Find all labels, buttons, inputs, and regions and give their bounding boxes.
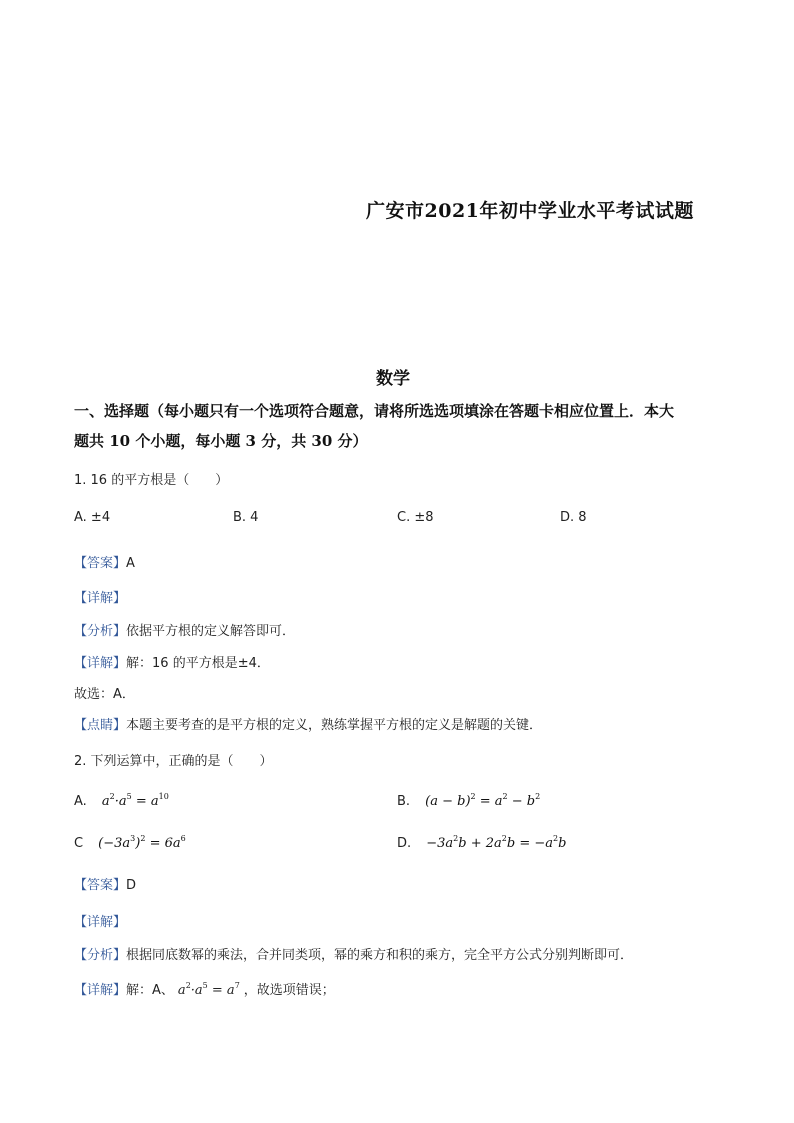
section-heading-line1: 一、选择题（每小题只有一个选项符合题意，请将所选选项填涂在答题卡相应位置上．本大 xyxy=(74,402,675,420)
q1-option-c: C. ±8 xyxy=(397,510,434,525)
q1-comment: 【点睛】本题主要考查的是平方根的定义，熟练掌握平方根的定义是解题的关键． xyxy=(74,718,543,733)
q2-option-a: A. $a^2\cdot a^5 = a^{10}$ xyxy=(74,792,169,809)
q2-option-c: C $(-3a^3)^2 = 6a^6$ xyxy=(74,834,186,851)
exam-title: 广安市2021年初中学业水平考试试题 xyxy=(366,200,694,222)
q2-stem: 2. 下列运算中，正确的是（ ） xyxy=(74,754,273,769)
q2-detail-heading: 【详解】 xyxy=(74,915,127,930)
q1-option-d: D. 8 xyxy=(560,510,587,525)
q2-detail: 【详解】解：A、 $a^2\cdot a^5 = a^7$ ，故选项错误； xyxy=(74,981,335,998)
q2-option-d: D. $-3a^2b + 2a^2b = -a^2b$ xyxy=(397,834,567,851)
q1-option-b: B. 4 xyxy=(233,510,259,525)
q1-option-a: A. ±4 xyxy=(74,510,111,525)
q1-answer: 【答案】A xyxy=(74,556,135,571)
q2-option-b: B. $(a - b)^2 = a^2 - b^2$ xyxy=(397,792,541,809)
q2-analysis: 【分析】根据同底数幂的乘法，合并同类项，幂的乘方和积的乘方，完全平方公式分别判断即可． xyxy=(74,948,634,963)
q2-answer: 【答案】D xyxy=(74,878,137,893)
q1-analysis: 【分析】依据平方根的定义解答即可． xyxy=(74,624,296,639)
subject-heading: 数学 xyxy=(376,369,410,389)
q1-stem: 1. 16 的平方根是（ ） xyxy=(74,473,229,488)
q1-detail-heading: 【详解】 xyxy=(74,591,127,606)
q1-choice: 故选：A． xyxy=(74,687,135,702)
section-heading-line2: 题共 10 个小题，每小题 3 分，共 30 分） xyxy=(74,432,368,450)
q1-detail: 【详解】解：16 的平方根是±4． xyxy=(74,656,270,671)
